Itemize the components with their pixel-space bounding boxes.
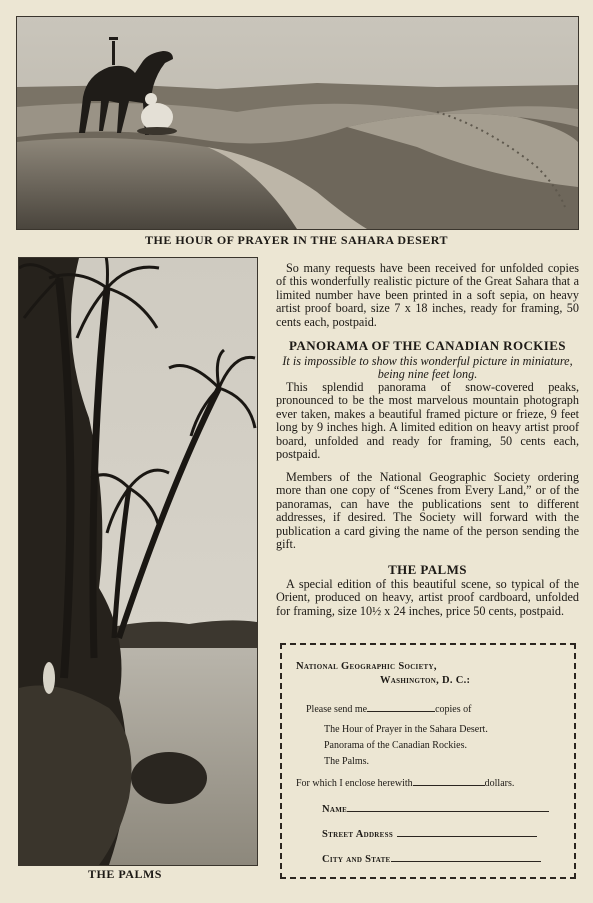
order-item-1[interactable]: The Hour of Prayer in the Sahara Desert. (324, 724, 488, 735)
copies-count-field[interactable] (367, 702, 435, 712)
rockies-paragraph (276, 381, 579, 461)
enclose-label: For which I enclose herewith (296, 778, 413, 789)
sahara-desert-photo (16, 16, 579, 230)
rockies-subtitle (276, 355, 579, 382)
city-state-field[interactable] (391, 852, 541, 862)
city-row (322, 852, 541, 865)
street-address-field[interactable] (397, 827, 537, 837)
sahara-caption: THE HOUR OF PRAYER IN THE SAHARA DESERT (144, 233, 449, 247)
dollars-amount-field[interactable] (413, 776, 485, 786)
palms-illustration (19, 258, 257, 865)
rockies-text: This splendid panorama of snow-covered peaks, pronounced to be the most marvelous mountain photograph ever taken, makes a beautiful framed picture or frieze, 9 feet long by 9 inches high. A limited edition on heavy artist proof board, unfolded and ready for framing, 50 cents each, postpaid. (276, 380, 579, 462)
copies-of-label: copies of (435, 704, 472, 715)
addressee-line-2: Washington, D. C.: (380, 675, 471, 686)
street-address-label: Street Address (322, 829, 394, 840)
palms-paragraph (276, 578, 579, 618)
order-item-2[interactable]: Panorama of the Canadian Rockies. (324, 740, 468, 751)
members-text: Members of the National Geographic Society ordering more than one copy of “Scenes from Every Land,” or of the panoramas, can have the publications sent to different addresses, if desired. The Society will forward with the publication a card giving the name of the person sending the gift. (276, 470, 579, 552)
palms-heading: THE PALMS (388, 562, 467, 577)
palms-text: A special edition of this beautiful scene, so typical of the Orient, produced on heavy, artist proof cardboard, unfolded for framing, size 10½ x 24 inches, price 50 cents, postpaid. (276, 577, 579, 618)
name-label: Name (322, 804, 348, 815)
palms-photo (18, 257, 258, 866)
intro-text: So many requests have been received for unfolded copies of this wonderfully realistic picture of the Great Sahara that a limited number have been printed in a soft sepia, on heavy artist proof board, size 7 x 18 inches, ready for framing, 50 cents each, postpaid. (276, 261, 579, 329)
order-form-coupon (280, 643, 576, 879)
rockies-subtitle-text: It is impossible to show this wonderful picture in miniature, being nine feet long. (282, 354, 573, 382)
please-send-row (306, 702, 471, 715)
please-send-label: Please send me (306, 704, 368, 715)
sahara-illustration (17, 17, 578, 229)
addressee-line-1: National Geographic Society, (296, 661, 437, 672)
rockies-heading: PANORAMA OF THE CANADIAN ROCKIES (289, 338, 566, 353)
enclose-row (296, 776, 514, 789)
dollars-label: dollars. (484, 778, 515, 789)
intro-paragraph (276, 262, 579, 329)
order-item-3[interactable]: The Palms. (324, 756, 369, 767)
palms-caption: THE PALMS (88, 867, 162, 881)
name-field[interactable] (347, 802, 549, 812)
street-row (322, 827, 537, 840)
members-paragraph (276, 471, 579, 551)
city-state-label: City and State (322, 854, 391, 865)
name-row (322, 802, 549, 815)
